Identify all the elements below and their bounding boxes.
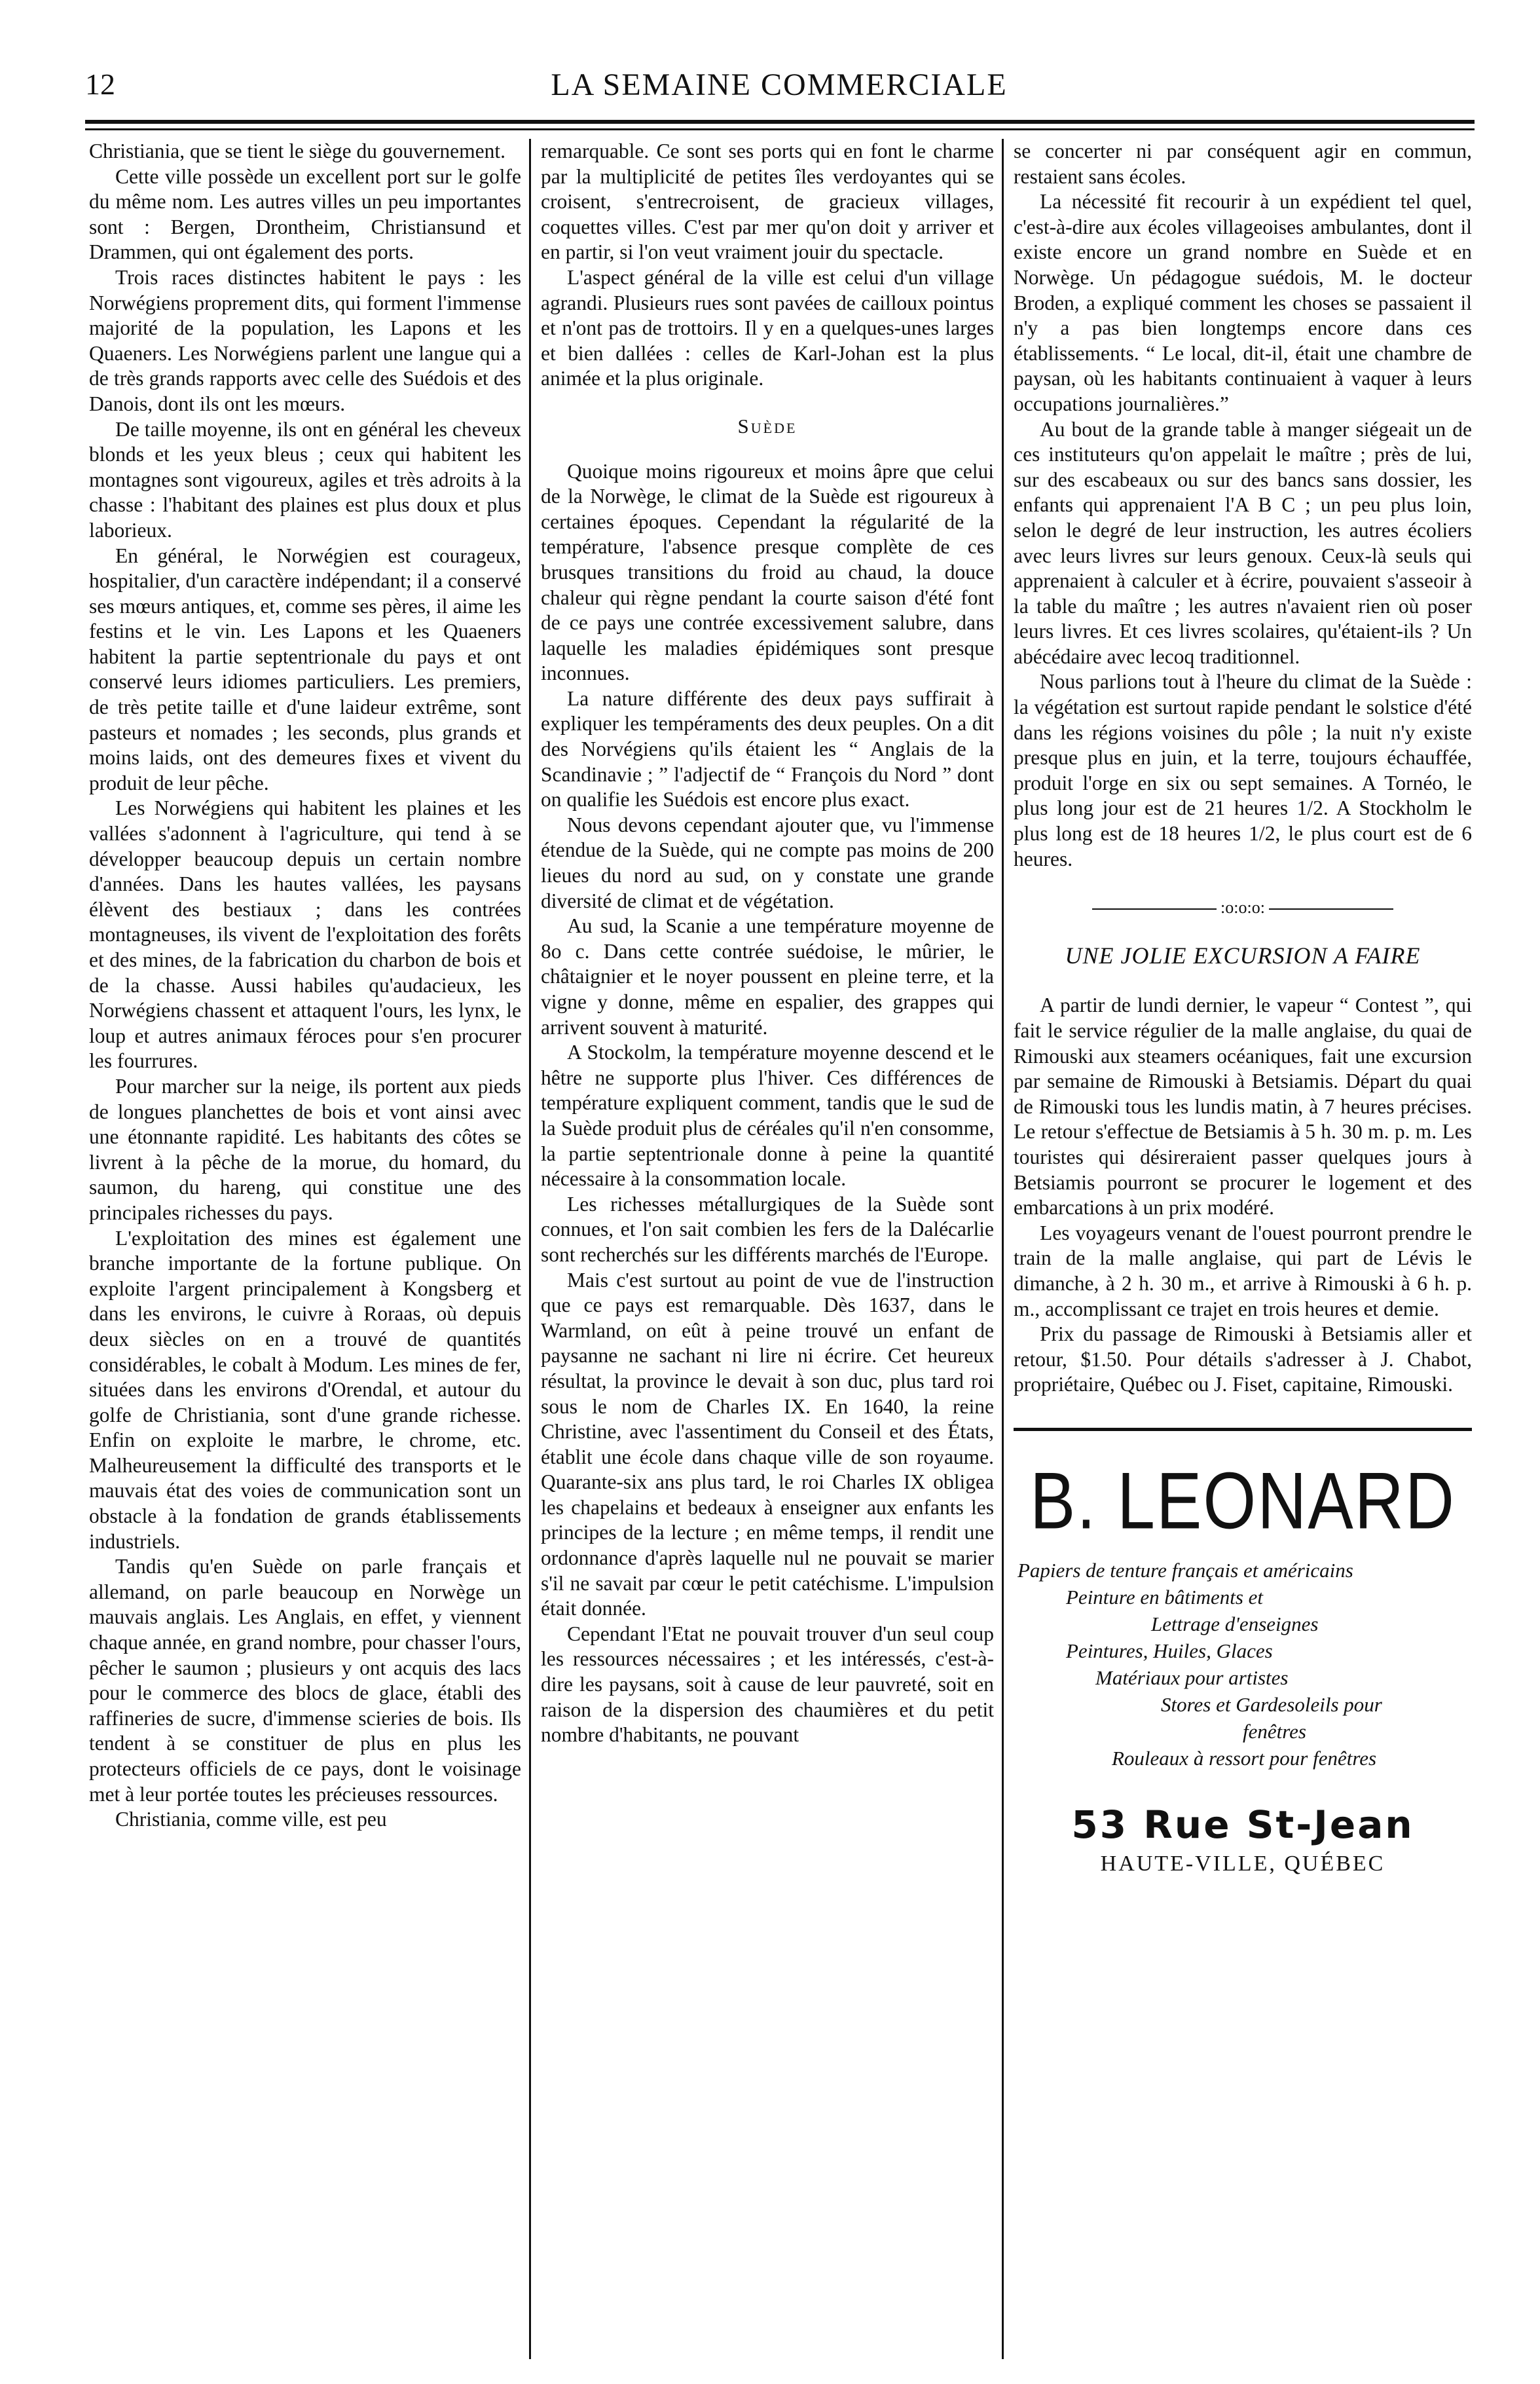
paragraph: Les voyageurs venant de l'ouest pourront prendre le train de la malle anglaise, qui part de Lévis le dimanche, à 2 h. 30 m., et arrive à Rimouski à 6 h. p. m., accomplissant ce trajet en trois heures et demie.: [1014, 1221, 1472, 1320]
paragraph: En général, le Norwégien est courageux, hospitalier, d'un caractère indépendant; il a conservé ses mœurs antiques, et, comme ses pères, il aime les festins et le vin. Les Lapons et les Quaeners habitent la partie septentrionale du pays et ont conservé leurs idiomes particuliers. Les premiers, de très petite taille et d'une laideur extrême, sont pasteurs et nomades ; les seconds, plus grands et moins laids, ont des demeures fixes et vivent du produit de leur pêche.: [89, 544, 521, 794]
ornament-line-left: [1092, 908, 1217, 910]
paragraph: Christiania, que se tient le siège du gouvernement.: [89, 140, 505, 162]
column-3: [1014, 139, 1472, 2359]
ad-line: Stores et Gardesoleils pour: [1161, 1692, 1382, 1716]
column-divider-1: [529, 139, 531, 2359]
header-rule-thin: [85, 128, 1475, 130]
header-rule-thick: [85, 120, 1475, 124]
section-title-suede: Suède: [737, 414, 798, 438]
paragraph: L'exploitation des mines est également une branche importante de la fortune publique. On exploite l'argent principalement à Kongsberg et dans les environs, le cuivre à Roraas, où depuis deux siècles on en a trouvé de quantités considérables, le cobalt à Modum. Les mines de fer, situées dans les environs d'Orendal, et autour du golfe de Christiania, sont d'une grande richesse. Enfin on exploite le marbre, le chrome, etc. Malheureusement la difficulté des transports et le mauvais état des voies de communication sont un obstacle à la fondation de grands établissements industriels.: [89, 1226, 521, 1553]
paragraph: Christiania, comme ville, est peu: [115, 1808, 387, 1831]
ad-line: fenêtres: [1243, 1719, 1306, 1743]
advertisement-leonard: [1014, 1428, 1472, 1877]
page-number: 12: [85, 67, 115, 101]
paragraph: remarquable. Ce sont ses ports qui en font le charme par la multiplicité de petites îles verdoyantes qui se croisent, s'entrecroisent, de gracieux villages, coquettes villes. C'est par mer qu'on doit y arriver et en partir, si l'on veut vraiment jouir du spectacle.: [541, 140, 994, 264]
paragraph: L'aspect général de la ville est celui d'un village agrandi. Plusieurs rues sont pavées de cailloux pointus et n'ont pas de trottoirs. Il y en a quelques-unes larges et bien dallées : celles de Karl-Johan est la plus animée et la plus originale.: [541, 265, 994, 390]
ornament-line-right: [1269, 908, 1393, 910]
ad-brand-name: B. LEONARD: [1030, 1456, 1456, 1546]
paragraph: Mais c'est surtout au point de vue de l'instruction que ce pays est remarquable. Dès 1637, dans le Warmland, on eût à peine trouvé un enfant de paysanne ne sachant ni lire ni écrire. Cet heureux résultat, la province le devait à son duc, plus tard roi sous le nom de Charles IX. En 1640, la reine Christine, avec l'assentiment du Conseil et des États, établit une école dans chaque ville de son royaume. Quarante-six ans plus tard, le roi Charles IX obligea les chapelains et bedeaux à enseigner aux enfants les principes de la lecture ; en même temps, il rendit une ordonnance d'après laquelle nul ne pouvait se marier s'il ne savait par cœur le petit catéchisme. L'impulsion était donnée.: [541, 1268, 994, 1620]
paragraph: Quoique moins rigoureux et moins âpre que celui de la Norwège, le climat de la Suède est rigoureux à certaines époques. Cependant la régularité de la température, l'absence presque complète de ces brusques transitions du froid au chaud, la douce chaleur qui règne pendant la courte saison d'été font de ce pays une contrée excessivement salubre, dans laquelle les maladies épidémiques sont presque inconnues.: [541, 459, 994, 685]
ad-line: Peintures, Huiles, Glaces: [1066, 1639, 1273, 1662]
paragraph: Au sud, la Scanie a une température moyenne de 8o c. Dans cette contrée suédoise, le mûrier, le châtaignier et le noyer poussent en pleine terre, et la vigne y donne, même en espalier, des grappes qui arrivent souvent à maturité.: [541, 914, 994, 1039]
ad-address: 53 Rue St-Jean: [1071, 1802, 1414, 1847]
ad-line: Papiers de tenture français et américains: [1018, 1558, 1353, 1582]
paragraph: Tandis qu'en Suède on parle français et allemand, on parle beaucoup en Norwège un mauvais anglais. Les Anglais, en effet, y viennent chaque année, en grand nombre, pour chasser l'ours, pêcher le saumon ; plusieurs y ont acquis des lacs pour le commerce des blocs de glace, établi des raffineries de sucre, d'immense scieries de bois. Ils tendent à se constituer de plus en plus les protecteurs officiels de ce pays, dont le voisinage met à leur portée toutes les précieuses ressources.: [89, 1555, 521, 1806]
masthead-title: LA SEMAINE COMMERCIALE: [551, 67, 1008, 102]
paragraph: se concerter ni par conséquent agir en commun, restaient sans écoles.: [1014, 140, 1472, 188]
ad-line: Peinture en bâtiments et: [1066, 1585, 1264, 1609]
page-header: [85, 60, 1473, 113]
column-2: [541, 139, 994, 2359]
paragraph: La nature différente des deux pays suffirait à expliquer les tempéraments des deux peuples. On a dit des Norvégiens qu'ils étaient les “ Anglais de la Scandinavie ; ” l'adjectif de “ François du Nord ” dont on qualifie les Suédois est encore plus exact.: [541, 686, 994, 811]
paragraph: Les Norwégiens qui habitent les plaines et les vallées s'adonnent à l'agriculture, qui tend à se développer beaucoup depuis un certain nombre d'années. Dans les hautes vallées, les paysans élèvent des bestiaux ; dans les contrées montagneuses, ils vivent de l'exploitation des forêts et des mines, de la fabrication du charbon de bois et de la chasse. Aussi habiles qu'audacieux, les Norwégiens chassent et attaquent l'ours, les lynx, le loup et autres animaux féroces pour s'en procurer les fourrures.: [89, 796, 521, 1073]
paragraph: De taille moyenne, ils ont en général les cheveux blonds et les yeux bleus ; ceux qui habitent les montagnes sont vigoureux, agiles et très adroits à la chasse : l'habitant des plaines est plus doux et plus laborieux.: [89, 417, 521, 542]
ornament-text: :o:o:o:: [1220, 898, 1265, 918]
paragraph: La nécessité fit recourir à un expédient tel quel, c'est-à-dire aux écoles villageoises ambulantes, dont il existe encore un grand nombre en Suède et en Norwège. Un pédagogue suédois, M. le docteur Broden, a expliqué comment les choses se passaient il n'y a pas bien longtemps encore dans ces établissements. “ Le local, dit-il, était une chambre de paysan, où les habitants continuaient à vaquer à leurs occupations journalières.”: [1014, 190, 1472, 415]
paragraph: A Stockolm, la température moyenne descend et le hêtre ne supporte plus l'hiver. Ces différences de température expliquent comment, tandis que le sud de la Suède produit plus de céréales qu'il n'en consomme, la partie septentrionale donne à peine la quantité nécessaire à la consommation locale.: [541, 1041, 994, 1191]
column-divider-2: [1002, 139, 1004, 2359]
ad-city: HAUTE-VILLE, QUÉBEC: [1100, 1851, 1385, 1876]
ad-line: Rouleaux à ressort pour fenêtres: [1112, 1746, 1377, 1770]
paragraph: Cependant l'Etat ne pouvait trouver d'un seul coup les ressources nécessaires ; et les intéressés, c'est-à-dire les paysans, soit à cause de leur pauvreté, soit en raison de la dispersion des chaumières et du petit nombre d'habitants, ne pouvant: [541, 1622, 994, 1747]
paragraph: Nous parlions tout à l'heure du climat de la Suède : la végétation est surtout rapide pendant le solstice d'été dans les régions voisines du pôle ; la nuit n'y existe presque plus en juin, et la terre, toujours échauffée, produit l'orge en six ou sept semaines. A Tornéo, le plus long jour est de 21 heures 1/2. A Stockholm le plus long est de 18 heures 1/2, le plus court est de 6 heures.: [1014, 670, 1472, 870]
paragraph: Au bout de la grande table à manger siégeait un de ces instituteurs qu'on appelait le maître ; près de lui, sur des escabeaux ou sur des bancs sans dossier, les enfants qui apprenaient l'A B C ; un peu plus loin, selon le degré de leur instruction, les autres écoliers avec leurs livres sur leurs genoux. Ceux-là seuls qui apprenaient à calculer et à écrire, pouvaient s'asseoir à la table du maître ; les autres n'avaient rien où poser leurs livres. Et ces livres scolaires, qu'étaient-ils ? Un abécédaire avec lecoq traditionnel.: [1014, 417, 1472, 668]
article-headline: UNE JOLIE EXCURSION A FAIRE: [1065, 942, 1421, 969]
paragraph: Trois races distinctes habitent le pays : les Norwégiens proprement dits, qui forment l'immense majorité de la population, les Lapons et les Quaeners. Les Norwégiens parlent une langue qui a de très grands rapports avec celle des Suédois et des Danois, dont ils ont les mœurs.: [89, 265, 521, 415]
column-1: [89, 139, 521, 2359]
ad-line: Matériaux pour artistes: [1095, 1666, 1289, 1689]
paragraph: A partir de lundi dernier, le vapeur “ Contest ”, qui fait le service régulier de la malle anglaise, du quai de Rimouski aux steamers océaniques, fait une excursion par semaine de Rimouski à Betsiamis. Départ du quai de Rimouski tous les lundis matin, à 7 heures précises. Le retour s'effectue de Betsiamis à 5 h. 30 m. p. m. Les touristes qui désireraient passer quelques jours à Betsiamis pourront se procurer le logement et des embarcations à un prix modéré.: [1014, 994, 1472, 1220]
ad-line: Lettrage d'enseignes: [1151, 1612, 1319, 1635]
paragraph: Pour marcher sur la neige, ils portent aux pieds de longues planchettes de bois et vont ainsi avec une étonnante rapidité. Les habitants des côtes se livrent à la pêche de la morue, du homard, du saumon, du hareng, qui constitue une des principales richesses du pays.: [89, 1074, 521, 1224]
section-ornament: [1014, 895, 1472, 921]
paragraph: Nous devons cependant ajouter que, vu l'immense étendue de la Suède, qui ne compte pas moins de 200 lieues du nord au sud, on y constate une grande diversité de climat et de végétation.: [541, 813, 994, 912]
paragraph: Les richesses métallurgiques de la Suède sont connues, et l'on sait combien les fers de la Dalécarlie sont recherchés sur les différents marchés de l'Europe.: [541, 1192, 994, 1266]
paragraph: Prix du passage de Rimouski à Betsiamis aller et retour, $1.50. Pour détails s'adresser à J. Chabot, propriétaire, Québec ou J. Fiset, capitaine, Rimouski.: [1014, 1322, 1472, 1396]
paragraph: Cette ville possède un excellent port sur le golfe du même nom. Les autres villes un peu importantes sont : Bergen, Drontheim, Christiansund et Drammen, qui ont également des ports.: [89, 164, 521, 264]
